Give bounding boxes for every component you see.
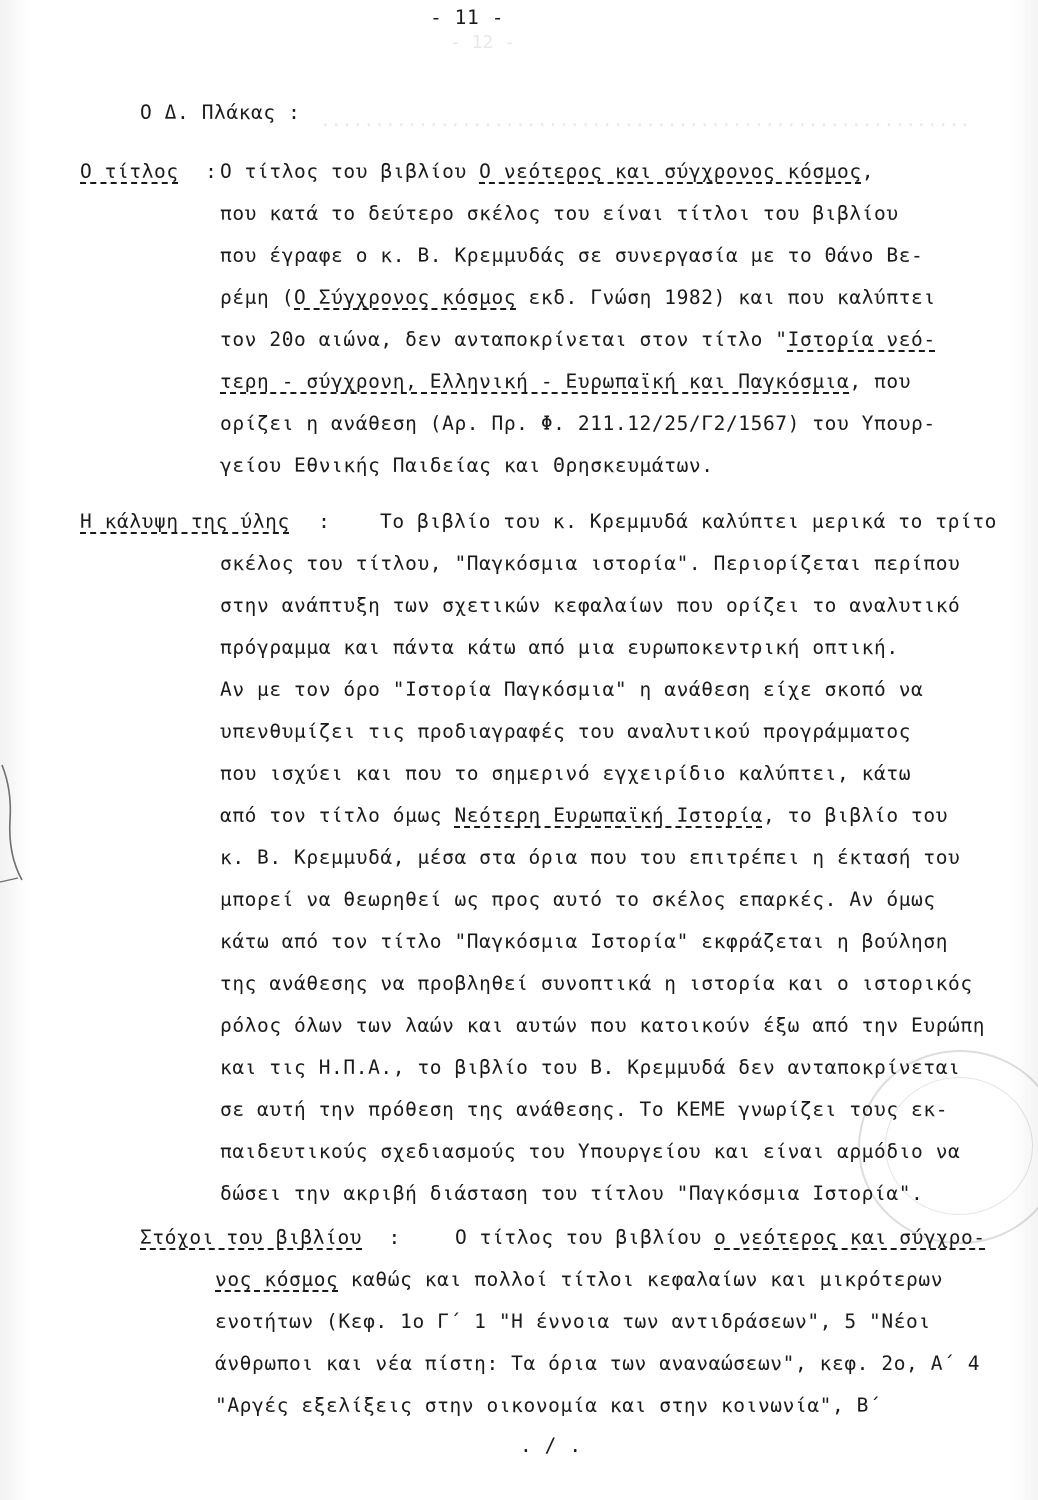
- paragraph-line: που ισχύει και που το σημερινό εγχειρίδιο καλύπτει, κάτω: [220, 762, 912, 785]
- text-run: καθώς και πολλοί τίτλοι κεφαλαίων και μικρότερων: [338, 1268, 944, 1291]
- paragraph-line: κ. Β. Κρεμμυδά, μέσα στα όρια που του επιτρέπει η έκτασή του: [220, 846, 961, 869]
- paragraph-line: "Αργές εξελίξεις στην οικονομία και στην κοινωνία", Β΄: [215, 1394, 882, 1417]
- text-run: Ο τίτλος του βιβλίου: [220, 160, 480, 183]
- text-run: , το βιβλίο του: [762, 804, 949, 827]
- label-colon: :: [318, 510, 331, 533]
- margin-pencil-mark: [0, 760, 30, 890]
- paragraph-line: γείου Εθνικής Παιδείας και Θρησκευμάτων.: [220, 454, 714, 477]
- continuation-mark: . / .: [520, 1434, 582, 1457]
- paragraph-line: σκέλος του τίτλου, "Παγκόσμια ιστορία". Περιορίζεται περίπου: [220, 552, 961, 575]
- paragraph-line: [455, 1226, 986, 1250]
- paragraph-line: πρόγραμμα και πάντα κάτω από μια ευρωποκεντρική οπτική.: [220, 636, 899, 659]
- paragraph-line: της ανάθεσης να προβληθεί συνοπτικά η ιστορία και ο ιστορικός: [220, 972, 973, 995]
- book-title: Ο νεότερος και σύγχρονος κόσμος: [479, 160, 862, 183]
- label-text: Ο τίτλος: [80, 160, 179, 183]
- paragraph-line: υπενθυμίζει τις προδιαγραφές του αναλυτικού προγράμματος: [220, 720, 912, 743]
- paragraph-line: Αν με τον όρο "Ιστορία Παγκόσμια" η ανάθεση είχε σκοπό να: [220, 678, 924, 701]
- paragraph-line: [215, 1268, 943, 1292]
- paragraph-line: ορίζει η ανάθεση (Αρ. Πρ. Φ. 211.12/25/Γ2/1567) του Υπουρ-: [220, 412, 936, 435]
- section-label-coverage: [80, 510, 330, 534]
- referenced-title: Ιστορία νεό-: [787, 328, 936, 351]
- paragraph-line: και τις Η.Π.Α., το βιβλίο του Β. Κρεμμυδά δεν ανταποκρίνεται: [220, 1056, 961, 1079]
- section-label-goals: [140, 1226, 401, 1250]
- page-number: - 11 -: [430, 6, 505, 29]
- paragraph-line: [220, 804, 948, 828]
- label-text: Στόχοι του βιβλίου: [140, 1226, 363, 1249]
- text-run: τον 20ο αιώνα, δεν ανταποκρίνεται στον τίτλο ": [220, 328, 788, 351]
- text-run: εκδ. Γνώση 1982) και που καλύπτει: [516, 286, 936, 309]
- paragraph-line: [220, 286, 936, 310]
- paragraph-line: Το βιβλίο του κ. Κρεμμυδά καλύπτει μερικά το τρίτο: [380, 510, 997, 533]
- paragraph-line: στην ανάπτυξη των σχετικών κεφαλαίων που ορίζει το αναλυτικό: [220, 594, 961, 617]
- paragraph-line: ρόλος όλων των λαών και αυτών που κατοικούν έξω από την Ευρώπη: [220, 1014, 986, 1037]
- paragraph-line: ενοτήτων (Κεφ. 1ο Γ΄ 1 "Η έννοια των αντιδράσεων", 5 "Νέοι: [215, 1310, 931, 1333]
- text-run: , που: [849, 370, 912, 393]
- author-heading: Ο Δ. Πλάκας :: [140, 101, 301, 124]
- book-title: Ο Σύγχρονος κόσμος: [294, 286, 517, 309]
- bleed-through-text: - 12 -: [450, 32, 516, 53]
- text-run: Ο τίτλος του βιβλίου: [455, 1226, 715, 1249]
- label-colon: :: [205, 160, 218, 183]
- paragraph-line: που κατά το δεύτερο σκέλος του είναι τίτλοι του βιβλίου: [220, 202, 899, 225]
- text-run: από τον τίτλο όμως: [220, 804, 455, 827]
- section-label-title: [80, 160, 217, 184]
- paragraph-line: [220, 160, 874, 184]
- referenced-title: τερη - σύγχρονη, Ελληνική - Ευρωπαϊκή και Παγκόσμια: [220, 370, 850, 393]
- paragraph-line: κάτω από τον τίτλο "Παγκόσμια Ιστορία" εκφράζεται η βούληση: [220, 930, 949, 953]
- paragraph-line: άνθρωποι και νέα πίστη: Τα όρια των αναναώσεων", κεφ. 2ο, Α΄ 4: [215, 1352, 981, 1375]
- book-title: νος κόσμος: [215, 1268, 339, 1291]
- paragraph-line: [220, 370, 911, 394]
- book-title: ο νεότερος και σύγχρο-: [714, 1226, 986, 1249]
- paragraph-line: δώσει την ακριβή διάσταση του τίτλου "Παγκόσμια Ιστορία".: [220, 1182, 924, 1205]
- text-run: ρέμη (: [220, 286, 295, 309]
- paragraph-line: μπορεί να θεωρηθεί ως προς αυτό το σκέλος επαρκές. Αν όμως: [220, 888, 936, 911]
- bleed-through-text: ............................................................: [320, 110, 971, 131]
- paragraph-line: σε αυτή την πρόθεση της ανάθεσης. Το ΚΕΜΕ γνωρίζει τους εκ-: [220, 1098, 949, 1121]
- label-colon: :: [388, 1226, 401, 1249]
- paragraph-line: [220, 328, 936, 352]
- referenced-title: Νεότερη Ευρωπαϊκή Ιστορία: [454, 804, 763, 827]
- text-run: ,: [861, 160, 875, 183]
- paragraph-line: παιδευτικούς σχεδιασμούς του Υπουργείου και είναι αρμόδιο να: [220, 1140, 961, 1163]
- paragraph-line: που έγραφε ο κ. Β. Κρεμμυδάς σε συνεργασία με το Θάνο Βε-: [220, 244, 924, 267]
- label-text: Η κάλυψη της ύλης: [80, 510, 290, 533]
